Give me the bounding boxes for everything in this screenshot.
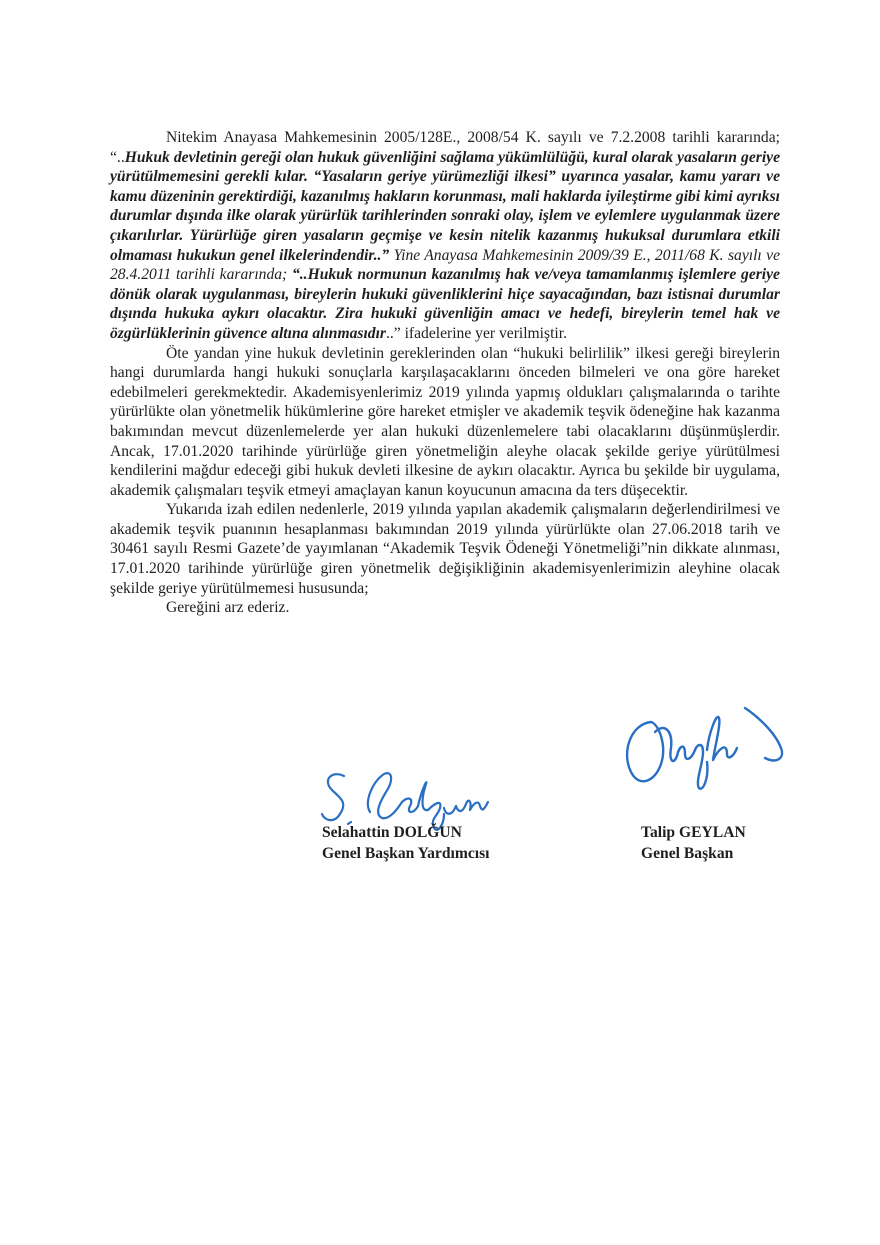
paragraph1-quote1: Hukuk devletinin gereği olan hukuk güvenliğini sağlama yükümlülüğü, kural olarak yasaların geriye yürütülmemesini gerekli kılar. “Yasaların geriye yürümezliği ilkesi” uyarınca yasalar, kamu yararı ve kamu düzeninin gerektirdiği, kazanılmış hakların korunması, mali haklarda iyileştirme gibi kimi ayrıksı durumlar dışında ilke olarak yürürlük tarihlerinden sonraki olay, işlem ve eylemlere uygulanmak üzere çıkarılırlar. Yürürlüğe giren yasaların geçmişe ve kesin nitelik kazanmış hukuksal durumlara etkili olmaması hukukun genel ilkelerindendir..” [110, 148, 780, 264]
signature-right [615, 702, 790, 794]
signatory-left-title: Genel Başkan Yardımcısı [322, 845, 490, 862]
paragraph-court-decisions [110, 128, 780, 344]
signatory-left [322, 822, 490, 864]
document-body [110, 128, 780, 618]
closing-line: Gereğini arz ederiz. [166, 599, 290, 617]
signatory-right [641, 822, 746, 864]
paragraph1-mid: Yine Anayasa Mahkemesinin 2009/39 E., 2011/68 K. sayılı ve 28.4.2011 tarihli kararında; [110, 246, 780, 284]
paragraph1-intro: Nitekim Anayasa Mahkemesinin 2005/128E., 2008/54 K. sayılı ve 7.2.2008 tarihli kararında; “.. [110, 129, 780, 166]
paragraph-request: Yukarıda izah edilen nedenlerle, 2019 yılında yapılan akademik çalışmaların değerlendirilmesi ve akademik teşvik puanının hesaplanması bakımından 2019 yılında yürürlükte olan 27.06.2018 tarih ve 30461 sayılı Resmi Gazete’de yayımlanan “Akademik Teşvik Ödeneği Yönetmeliği”nin dikkate alınması, 17.01.2020 tarihinde yürürlüğe giren yönetmelik değişikliğinin akademisyenlerimizin aleyhine olacak şekilde geriye yürütülmemesi hususunda; [110, 501, 780, 597]
signatory-right-name: Talip GEYLAN [641, 824, 746, 841]
signatory-right-title: Genel Başkan [641, 845, 734, 862]
paragraph1-quote2: “..Hukuk normunun kazanılmış hak ve/veya tamamlanmış işlemlere geriye dönük olarak uygulanması, bireylerin hukuki güvenliklerini hiçe sayacağından, bazı istisnai durumlar dışında hukuka aykırı olacaktır. Zira hukuki güvenliğin amacı ve hedefi, bireylerin temel hak ve özgürlüklerinin güvence altına alınmasıdır [110, 266, 780, 342]
paragraph-legal-certainty: Öte yandan yine hukuk devletinin gereklerinden olan “hukuki belirlilik” ilkesi gereği bireylerin hangi durumlarda hangi hukuki sonuçlarla karşılaşacaklarını önceden bilmeleri ve ona göre hareket edebilmeleri gerekmektedir. Akademisyenlerimiz 2019 yılında yapmış oldukları çalışmalarında o tarihte yürürlükte olan yönetmelik hükümlerine göre hareket etmişler ve akademik teşvik ödeneğine hak kazanma bakımından mevcut düzenlemelerde yer alan hukuki düzenlemelere tabi olacaklarını düşünmüşlerdir. Ancak, 17.01.2020 tarihinde yürürlüğe giren yönetmeliğin aleyhe olacak şekilde geriye yürütülmesi kendilerini mağdur edeceği gibi hukuk devleti ilkesine de aykırı olacaktır. Ayrıca bu şekilde bir uygulama, akademik çalışmaları teşvik etmeyi amaçlayan kanun koyucunun amacına da ters düşecektir. [110, 344, 780, 499]
paragraph1-end: ..” ifadelerine yer verilmiştir. [385, 324, 567, 342]
signatory-left-name: Selahattin DOLĞUN [322, 824, 462, 841]
